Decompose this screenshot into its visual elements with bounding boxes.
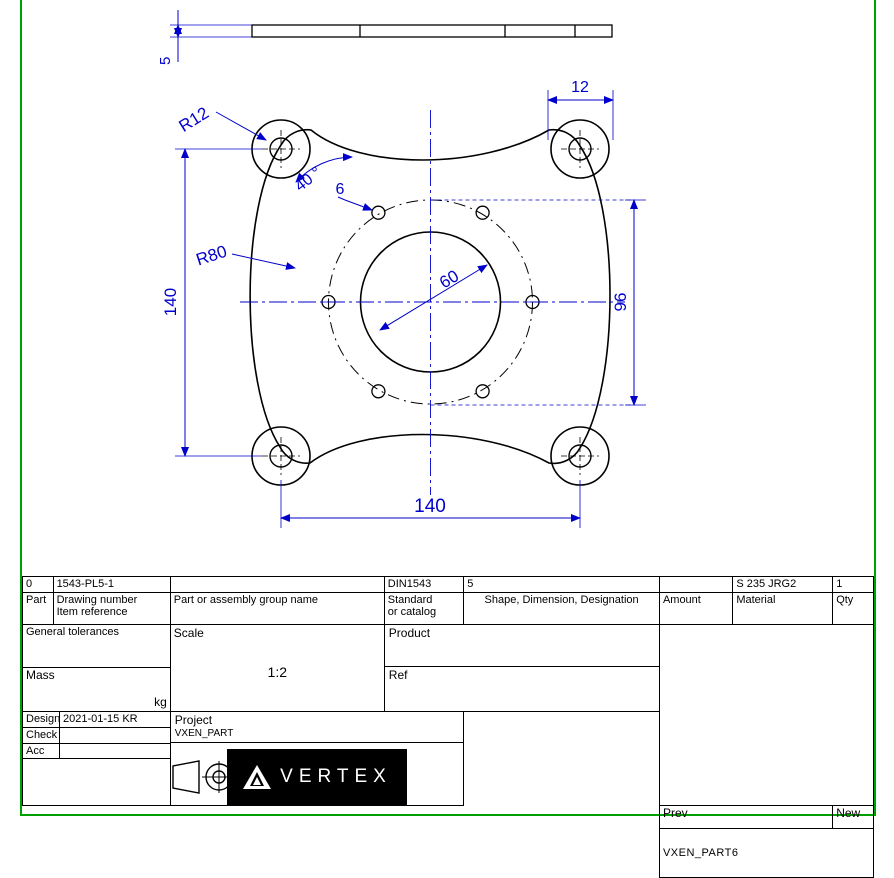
label-ref: Ref — [388, 667, 408, 682]
dim-6-label: 6 — [335, 181, 345, 198]
cell-material-value: S 235 JRG2 — [733, 577, 833, 593]
dim-angle — [292, 157, 431, 302]
cell-shape-value: 5 — [464, 577, 660, 593]
dim-small-hole — [336, 181, 372, 210]
dim-bolt-spacing — [431, 200, 647, 405]
cell-drawing-number-value: 1543-PL5-1 — [53, 577, 170, 593]
label-design: Design — [23, 712, 60, 727]
cell-new — [833, 806, 874, 829]
cell-mass — [23, 667, 170, 711]
cell-right-empty — [659, 624, 873, 806]
table-header-row — [23, 592, 874, 624]
label-prev: Prev — [662, 806, 688, 821]
header-part-name: Part or assembly group name — [170, 592, 384, 624]
logo-text: VERTEX — [280, 765, 392, 787]
side-view — [252, 25, 612, 37]
header-standard — [384, 592, 463, 624]
cell-general-tolerances: General tolerances — [23, 625, 170, 668]
value-check — [60, 727, 170, 743]
value-design: 2021-01-15 KR — [60, 712, 170, 727]
label-acc: Acc — [23, 743, 60, 758]
vertex-triangle-icon — [242, 763, 272, 791]
cell-project — [171, 712, 464, 742]
dim-thickness-label: 5 — [157, 56, 174, 65]
cell-prev — [659, 806, 832, 829]
title-block-table — [22, 576, 874, 878]
cell-product — [384, 624, 659, 666]
table-row — [23, 806, 874, 829]
vertex-logo — [227, 749, 407, 805]
cell-design-rows — [23, 712, 171, 759]
cell-pos-value: 0 — [23, 577, 54, 593]
header-standard-l1: Standard — [387, 593, 433, 606]
label-project: Project — [174, 713, 213, 728]
label-check: Check — [23, 727, 60, 743]
cell-standard-value: DIN1543 — [384, 577, 463, 593]
dim-r12-label: R12 — [175, 103, 213, 136]
dim-angle-label: 40 ° — [291, 164, 326, 196]
value-project: VXEN_PART — [174, 728, 234, 740]
value-scale: 1:2 — [267, 664, 287, 681]
header-drawing-number-l1: Drawing number — [56, 593, 138, 606]
dim-140-horizontal-label: 140 — [414, 496, 446, 517]
title-block — [22, 576, 874, 859]
cell-scale — [170, 624, 384, 712]
cell-qty-value: 1 — [833, 577, 874, 593]
label-product: Product — [388, 625, 431, 640]
dim-height — [161, 149, 262, 456]
dim-12-label: 12 — [571, 79, 589, 96]
label-mass-unit: kg — [154, 695, 167, 710]
dim-corner-fillet — [176, 103, 266, 140]
header-drawing-number — [53, 592, 170, 624]
part-title: VXEN_PART6 — [659, 829, 873, 878]
dim-140-vertical-label: 140 — [161, 287, 180, 317]
cell-spacer — [23, 806, 660, 878]
label-mass: Mass — [26, 667, 55, 682]
header-material: Material — [733, 592, 833, 624]
dim-side-radius — [194, 242, 295, 270]
header-amount: Amount — [659, 592, 732, 624]
cell-tolerances-mass — [23, 624, 171, 712]
header-shape: Shape, Dimension, Designation — [464, 592, 660, 624]
header-drawing-number-l2: Item reference — [56, 606, 128, 619]
dim-bore — [380, 265, 487, 330]
front-view — [240, 110, 625, 495]
label-new: New — [836, 806, 861, 821]
header-part: Part — [23, 592, 54, 624]
first-angle-projection-icon — [169, 760, 239, 794]
table-row — [23, 577, 874, 593]
dim-96-label: 96 — [611, 292, 630, 312]
dim-thickness — [157, 10, 252, 65]
header-qty: Qty — [833, 592, 874, 624]
cell-amount-value — [659, 577, 732, 593]
cell-part-name-value — [170, 577, 384, 593]
dim-r80-label: R80 — [193, 241, 230, 270]
value-acc — [60, 743, 170, 758]
dim-60-label: 60 — [436, 266, 463, 293]
table-row — [23, 624, 874, 666]
header-standard-l2: or catalog — [387, 606, 437, 619]
cell-ref — [384, 666, 659, 711]
label-scale: Scale — [173, 625, 204, 640]
